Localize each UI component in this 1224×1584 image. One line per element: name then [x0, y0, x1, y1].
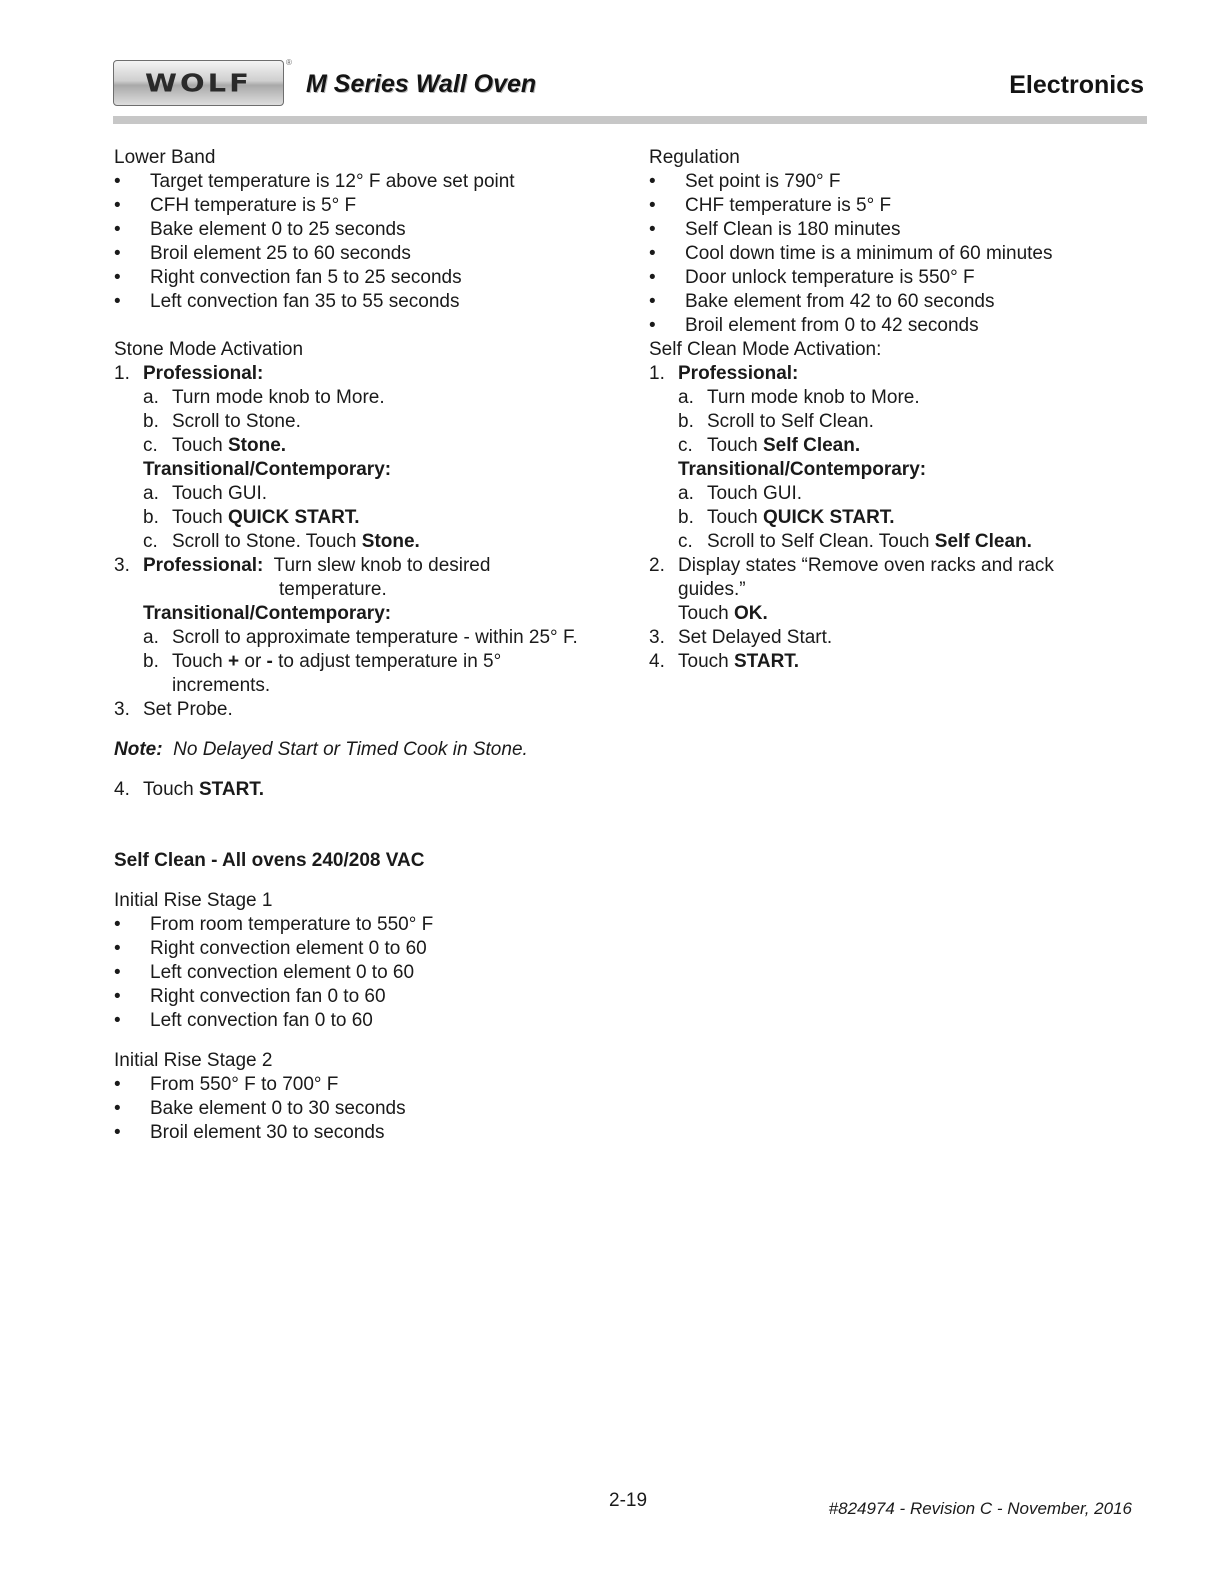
stone-step-4: 4. Touch START.: [114, 779, 265, 800]
list-item: • Left convection fan 35 to 55 seconds: [114, 291, 460, 312]
list-item: • From room temperature to 550° F: [114, 914, 434, 935]
list-item-continuation: increments.: [172, 675, 271, 696]
regulation-title: Regulation: [649, 147, 740, 168]
list-item: • Broil element 25 to 60 seconds: [114, 243, 411, 264]
list-item: b. Touch QUICK START.: [143, 507, 360, 528]
regulation-list: [649, 170, 1149, 338]
list-item: • Target temperature is 12° F above set point: [114, 171, 515, 192]
transitional-label: Transitional/Contemporary:: [143, 603, 392, 624]
list-item: • Bake element 0 to 30 seconds: [114, 1098, 406, 1119]
page-number: 2-19: [609, 1490, 648, 1511]
stone-step-3b: 3. Set Probe.: [114, 699, 233, 720]
registered-mark: ®: [286, 58, 292, 67]
transitional-label: Transitional/Contemporary:: [678, 459, 927, 480]
list-item: a. Touch GUI.: [143, 483, 268, 504]
list-item: c. Touch Stone.: [143, 435, 287, 456]
list-item: a. Turn mode knob to More.: [143, 387, 385, 408]
list-item: • Cool down time is a minimum of 60 minutes: [649, 243, 1053, 264]
stone-title: Stone Mode Activation: [114, 339, 304, 360]
list-item: • Left convection element 0 to 60: [114, 962, 415, 983]
list-item: a. Touch GUI.: [678, 483, 803, 504]
stone-step-1: 1. Professional:: [114, 363, 264, 384]
stone-step-3: 3. Professional: Turn slew knob to desired: [114, 555, 491, 576]
list-item: • From 550° F to 700° F: [114, 1074, 339, 1095]
list-item: b. Scroll to Self Clean.: [678, 411, 874, 432]
list-item: • Set point is 790° F: [649, 171, 841, 192]
list-item-continuation: Touch OK.: [678, 603, 768, 624]
lower-band-list: [114, 170, 624, 314]
list-item: a. Scroll to approximate temperature - within 25° F.: [143, 627, 578, 648]
list-item: c. Scroll to Self Clean. Touch Self Clean.: [678, 531, 1032, 552]
list-item-continuation: temperature.: [279, 579, 387, 600]
list-item: • Left convection fan 0 to 60: [114, 1010, 373, 1031]
list-item: b. Scroll to Stone.: [143, 411, 301, 432]
logo-text: WOLF: [145, 68, 252, 98]
document-title: M Series Wall Oven: [306, 70, 537, 98]
self-clean-heading: Self Clean - All ovens 240/208 VAC: [114, 850, 425, 871]
stage1-list: [114, 913, 624, 1033]
list-item: • Right convection fan 0 to 60: [114, 986, 386, 1007]
list-item: b. Touch QUICK START.: [678, 507, 895, 528]
activation-title: Self Clean Mode Activation:: [649, 339, 882, 360]
activation-step-4: 4. Touch START.: [649, 651, 800, 672]
right-column: [649, 146, 1149, 674]
left-column: [114, 146, 624, 1145]
list-item: c. Touch Self Clean.: [678, 435, 861, 456]
list-item: b. Touch + or - to adjust temperature in 5°: [143, 651, 502, 672]
note: Note: No Delayed Start or Timed Cook in Stone.: [114, 739, 528, 760]
list-item: • Right convection element 0 to 60: [114, 938, 427, 959]
transitional-label: Transitional/Contemporary:: [143, 459, 392, 480]
activation-step-3: 3. Set Delayed Start.: [649, 627, 833, 648]
lower-band-title: Lower Band: [114, 147, 216, 168]
list-item: • Broil element from 0 to 42 seconds: [649, 315, 979, 336]
list-item-continuation: guides.”: [678, 579, 746, 600]
list-item: • Right convection fan 5 to 25 seconds: [114, 267, 462, 288]
stage1-title: Initial Rise Stage 1: [114, 890, 273, 911]
wolf-logo: [113, 60, 284, 106]
stage2-title: Initial Rise Stage 2: [114, 1050, 273, 1071]
list-item: a. Turn mode knob to More.: [678, 387, 920, 408]
list-item: • CHF temperature is 5° F: [649, 195, 892, 216]
revision-info: #824974 - Revision C - November, 2016: [828, 1499, 1132, 1518]
list-item: • CFH temperature is 5° F: [114, 195, 357, 216]
list-item: • Bake element 0 to 25 seconds: [114, 219, 406, 240]
stage2-list: [114, 1073, 624, 1145]
activation-step-2: 2. Display states “Remove oven racks and rack: [649, 555, 1054, 576]
list-item: • Bake element from 42 to 60 seconds: [649, 291, 995, 312]
activation-step-1: 1. Professional:: [649, 363, 799, 384]
list-item: • Broil element 30 to seconds: [114, 1122, 385, 1143]
list-item: c. Scroll to Stone. Touch Stone.: [143, 531, 420, 552]
list-item: • Self Clean is 180 minutes: [649, 219, 901, 240]
header-rule: [113, 116, 1147, 124]
section-title: Electronics: [1009, 71, 1144, 99]
list-item: • Door unlock temperature is 550° F: [649, 267, 975, 288]
